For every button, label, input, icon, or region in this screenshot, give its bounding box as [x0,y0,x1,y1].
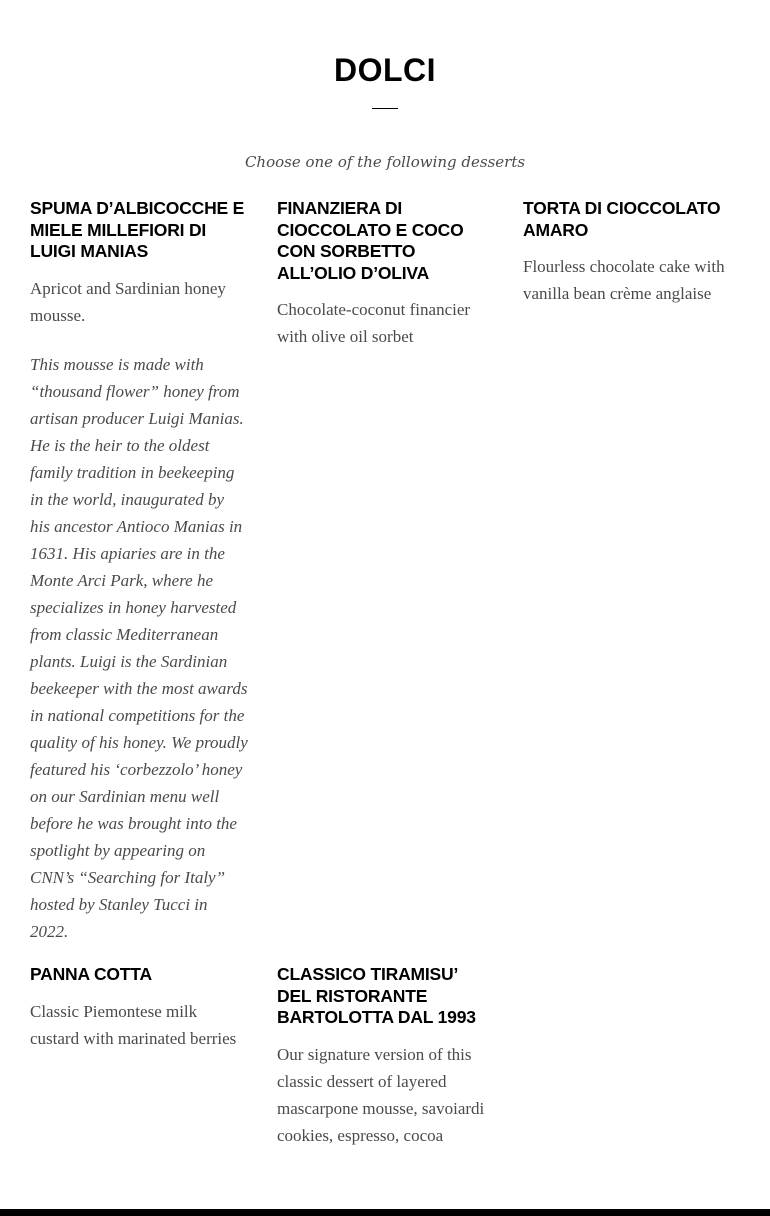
title-divider [372,108,398,109]
section-title: DOLCI [333,52,437,88]
menu-item [523,198,741,307]
menu-item-description: Flourless chocolate cake with vanilla bean crème anglaise [523,257,725,304]
menu-item-name: FINANZIERA DI CIOCCOLATO E COCO CON SORBETTO ALL’OLIO D’OLIVA [277,198,464,283]
menu-item-description: Our signature version of this classic dessert of layered mascarpone mousse, savoiardi cookies, espresso, cocoa [277,1044,485,1145]
menu-item-description: Classic Piemontese milk custard with marinated berries [30,1001,237,1048]
menu-item-name: SPUMA D’ALBICOCCHE E MIELE MILLEFIORI DI LUIGI MANIAS [30,198,245,262]
footer-bar [0,1209,770,1216]
section-subtitle: Choose one of the following desserts [244,153,526,171]
menu-item [277,964,495,1149]
menu-item-name: CLASSICO TIRAMISU’ DEL RISTORANTE BARTOLOTTA DAL 1993 [277,964,476,1028]
menu-item-description: Chocolate-coconut financier with olive oil sorbet [277,300,471,347]
menu-item [30,198,248,945]
menu-item-note: This mousse is made with “thousand flower” honey from artisan producer Luigi Manias. He is the heir to the oldest family tradition in beekeeping in the world, inaugurated by his ancestor Antioco Manias in 1631. His apiaries are in the Monte Arci Park, where he specializes in honey harvested from classic Mediterranean plants. Luigi is the Sardinian beekeeper with the most awards in national competitions for the quality of his honey. We proudly featured his ‘corbezzolo’ honey on our Sardinian menu well before he was brought into the spotlight by appearing on CNN’s “Searching for Italy” hosted by Stanley Tucci in 2022. [30,354,248,941]
menu-item [277,198,495,350]
menu-item-name: PANNA COTTA [30,964,152,984]
menu-item [30,964,248,1052]
menu-item-name: TORTA DI CIOCCOLATO AMARO [523,198,721,240]
menu-item-description: Apricot and Sardinian honey mousse. [30,278,226,325]
